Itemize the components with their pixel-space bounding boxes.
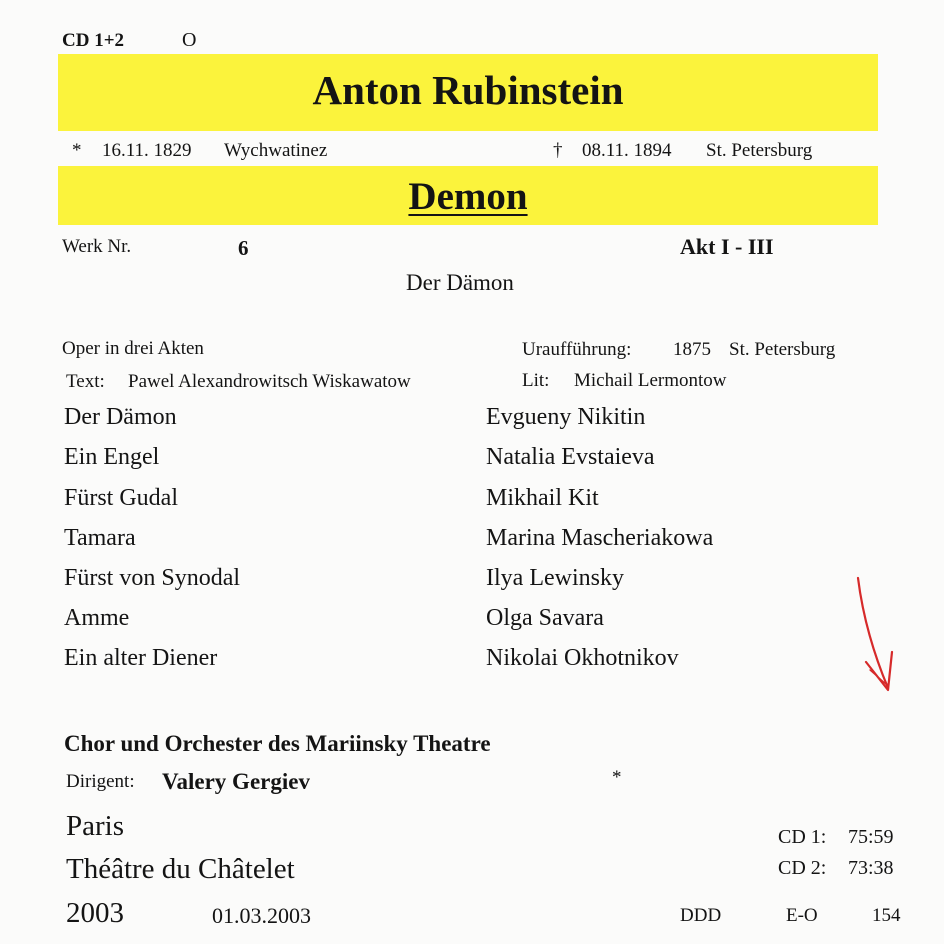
premiere-place: St. Petersburg — [729, 339, 836, 360]
role-name: Ein alter Diener — [64, 645, 218, 671]
code: E-O — [786, 905, 818, 926]
performance-date: 01.03.2003 — [212, 903, 311, 928]
death-date: 08.11. 1894 — [582, 140, 672, 161]
composer-name: Anton Rubinstein — [312, 67, 624, 113]
birth-place: Wychwatinez — [224, 140, 328, 161]
work-subtitle: Der Dämon — [406, 270, 514, 295]
role-name: Der Dämon — [64, 404, 177, 430]
lit-author: Michail Lermontow — [574, 370, 727, 391]
year: 2003 — [66, 897, 124, 929]
conductor-label: Dirigent: — [66, 771, 135, 792]
cast-row — [64, 525, 784, 561]
death-symbol: † — [553, 140, 563, 161]
role-name: Amme — [64, 605, 130, 631]
genre: Oper in drei Akten — [62, 338, 204, 359]
role-name: Fürst Gudal — [64, 485, 178, 511]
cast-row — [64, 404, 784, 440]
singer-name: Mikhail Kit — [486, 485, 599, 511]
mark-o: O — [182, 29, 197, 51]
werk-number: 6 — [238, 236, 249, 260]
birth-date: 16.11. 1829 — [102, 140, 192, 161]
role-name: Fürst von Synodal — [64, 565, 241, 591]
role-name: Tamara — [64, 525, 136, 551]
cd2-label: CD 2: — [778, 857, 827, 879]
singer-name: Evgueny Nikitin — [486, 404, 646, 430]
singer-name: Nikolai Okhotnikov — [486, 645, 679, 671]
singer-name: Natalia Evstaieva — [486, 444, 655, 470]
acts: Akt I - III — [680, 234, 774, 259]
cast-row — [64, 565, 784, 601]
catalog-number: 154 — [872, 905, 901, 926]
singer-name: Ilya Lewinsky — [486, 565, 624, 591]
premiere-year: 1875 — [673, 339, 711, 360]
cd2-time: 73:38 — [848, 857, 894, 879]
venue: Théâtre du Châtelet — [66, 853, 295, 885]
red-arrow-annotation — [840, 570, 910, 705]
singer-name: Olga Savara — [486, 605, 604, 631]
cd1-time: 75:59 — [848, 826, 894, 848]
lit-label: Lit: — [522, 370, 550, 391]
format: DDD — [680, 905, 722, 926]
star-mark: * — [612, 767, 622, 788]
singer-name: Marina Mascheriakowa — [486, 525, 714, 551]
work-title: Demon — [408, 175, 528, 218]
cd-label: CD 1+2 — [62, 30, 125, 51]
text-label: Text: — [66, 371, 105, 392]
premiere-label: Uraufführung: — [522, 339, 632, 360]
cast-row — [64, 485, 784, 521]
death-place: St. Petersburg — [706, 140, 813, 161]
city: Paris — [66, 810, 124, 842]
cast-row — [64, 444, 784, 480]
cd1-label: CD 1: — [778, 826, 827, 848]
cast-row — [64, 645, 784, 681]
cast-row — [64, 605, 784, 641]
text-author: Pawel Alexandrowitsch Wiskawatow — [128, 371, 411, 392]
werk-label: Werk Nr. — [62, 236, 132, 257]
birth-symbol: * — [72, 140, 82, 161]
ensemble: Chor und Orchester des Mariinsky Theatre — [64, 731, 491, 756]
conductor-name: Valery Gergiev — [162, 769, 310, 794]
role-name: Ein Engel — [64, 444, 160, 470]
